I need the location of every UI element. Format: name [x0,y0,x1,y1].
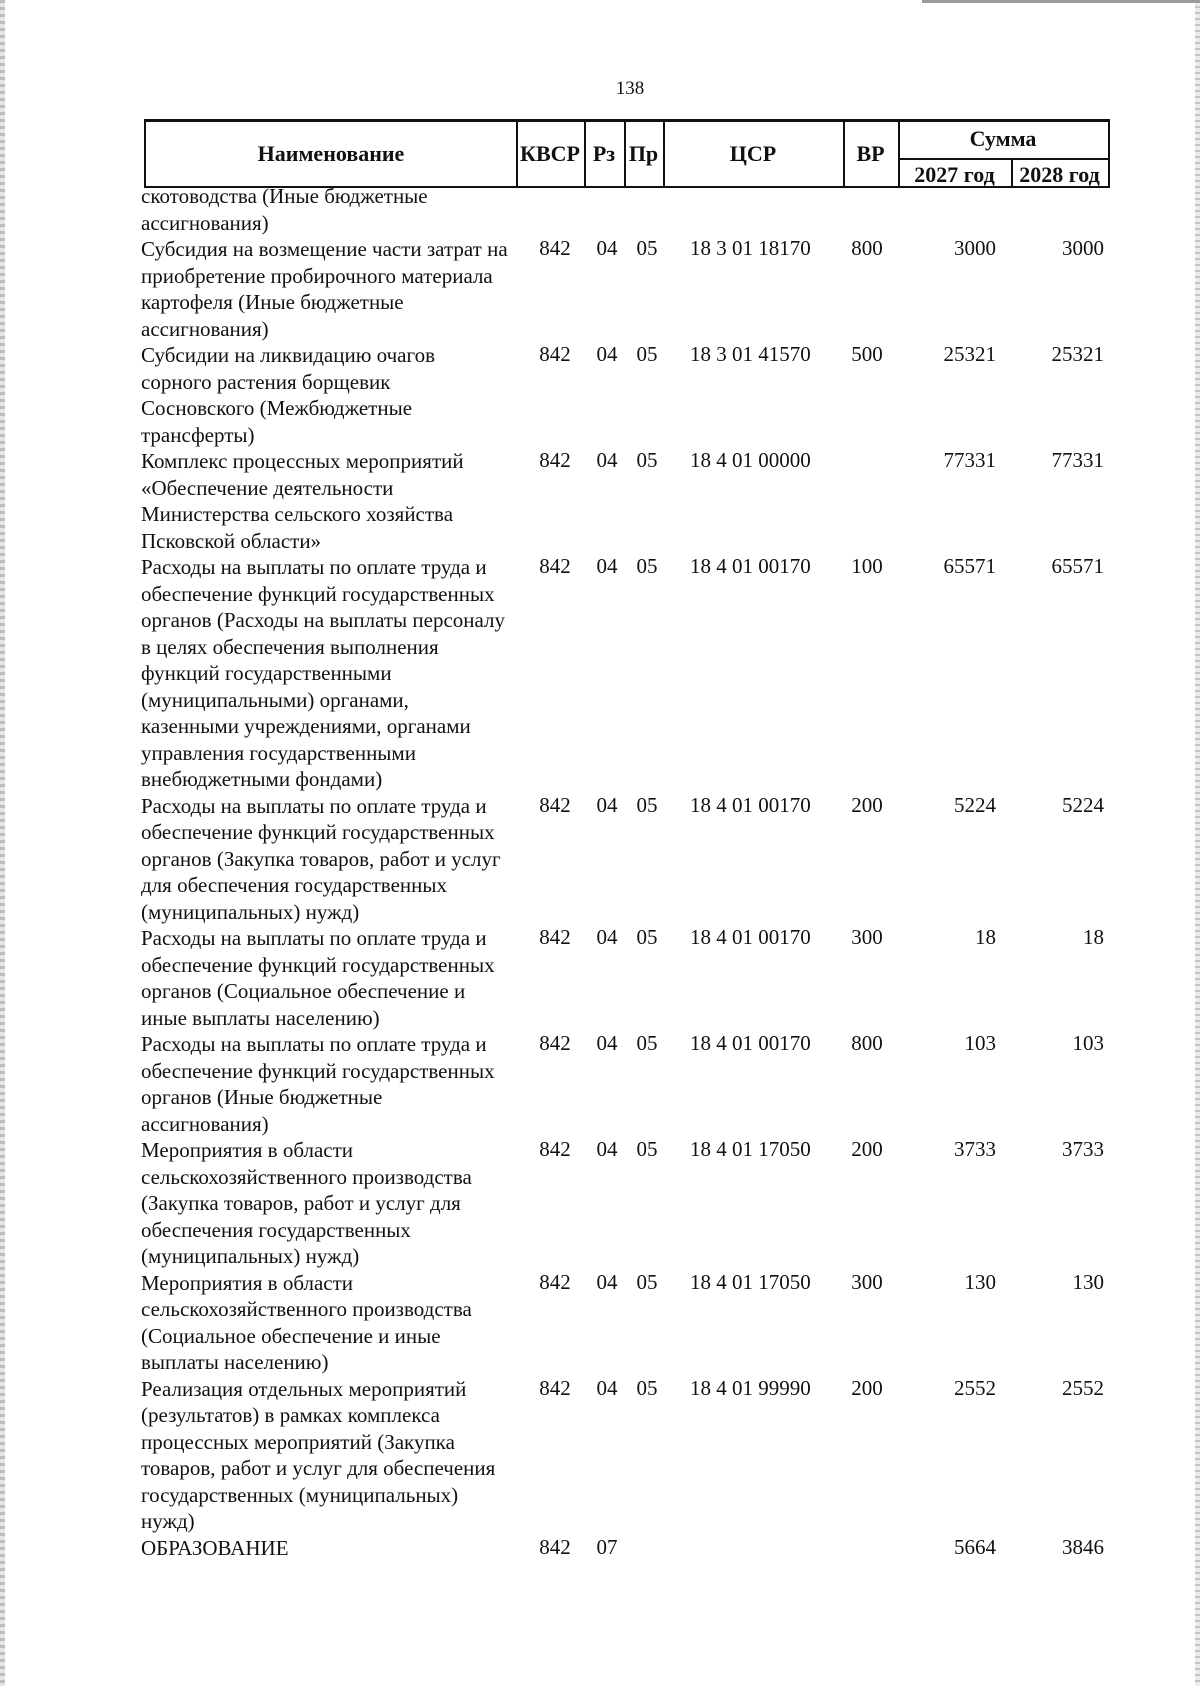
row-kvsr: 842 [539,1031,571,1055]
table-row [0,183,1200,236]
row-csr: 18 3 01 41570 [690,342,811,366]
row-sum-2027: 18 [975,925,996,949]
row-pr: 05 [636,1269,658,1294]
row-vr: 800 [851,1031,883,1055]
header-pr: Пр [628,141,659,166]
table-row [0,342,1200,448]
row-csr: 18 4 01 00000 [690,448,811,472]
row-kvsr: 842 [539,554,571,578]
row-vr: 500 [851,342,883,366]
table-header [144,119,1110,188]
row-sum-2028: 5224 [1062,792,1104,817]
row-kvsr: 842 [539,1137,571,1161]
row-rz: 04 [596,1137,618,1161]
row-sum-2028: 18 [1083,925,1104,949]
row-csr: 18 4 01 00170 [690,925,811,949]
row-csr: 18 4 01 17050 [690,1269,811,1294]
row-sum-2028: 130 [1072,1269,1104,1294]
row-rz: 04 [596,792,618,817]
row-name: скотоводства (Иные бюджетные ассигнования) [141,184,428,235]
row-sum-2027: 5664 [954,1534,996,1559]
row-csr: 18 3 01 18170 [690,236,811,260]
table-row [0,925,1200,1031]
row-rz: 04 [596,1375,618,1400]
table-row [0,793,1200,926]
header-kvsr: КВСР [520,141,580,166]
row-name: Расходы на выплаты по оплате труда и обеспечение функций государственных органов (Расходы на выплаты персоналу в целях обеспечения выполнения функций государственными (муниципальными) органами, казенными учреждениями, органами управления государственными внебюджетными фондами) [141,555,505,791]
row-kvsr: 842 [539,792,571,817]
row-sum-2027: 25321 [943,342,996,366]
row-kvsr: 842 [539,925,571,949]
row-rz: 04 [596,925,618,949]
row-csr: 18 4 01 99990 [690,1375,811,1400]
row-sum-2028: 3733 [1062,1137,1104,1161]
row-sum-2028: 25321 [1051,342,1104,366]
row-sum-2027: 2552 [954,1375,996,1400]
table-row [0,1031,1200,1137]
row-pr: 05 [636,1375,658,1400]
row-sum-2027: 65571 [943,554,996,578]
row-rz: 04 [596,448,618,472]
row-sum-2027: 103 [964,1031,996,1055]
row-name: Расходы на выплаты по оплате труда и обеспечение функций государственных органов (Закупка товаров, работ и услуг для обеспечения государственных (муниципальных) нужд) [141,793,501,924]
row-vr: 800 [851,236,883,260]
row-name: Мероприятия в области сельскохозяйственного производства (Закупка товаров, работ и услуг для обеспечения государственных (муниципальных) нужд) [141,1138,472,1268]
row-name: ОБРАЗОВАНИЕ [141,1535,289,1560]
row-pr: 05 [636,448,658,472]
header-name: Наименование [257,141,405,166]
header-csr: ЦСР [729,141,777,166]
row-sum-2027: 130 [964,1269,996,1294]
row-sum-2027: 5224 [954,792,996,817]
row-sum-2028: 65571 [1051,554,1104,578]
header-vr: ВР [856,141,885,166]
row-csr: 18 4 01 17050 [690,1137,811,1161]
row-rz: 04 [596,342,618,366]
row-name: Реализация отдельных мероприятий (результатов) в рамках комплекса процессных мероприятий (Закупка товаров, работ и услуг для обеспечения государственных (муниципальных) нужд) [141,1376,496,1533]
row-vr: 200 [851,1375,883,1400]
row-name: Расходы на выплаты по оплате труда и обеспечение функций государственных органов (Иные бюджетные ассигнования) [141,1032,495,1136]
row-sum-2027: 77331 [943,448,996,472]
header-year-2027: 2027 год [914,162,995,187]
row-pr: 05 [636,792,658,817]
row-sum-2028: 103 [1072,1031,1104,1055]
header-rz: Рз [592,141,616,166]
row-kvsr: 842 [539,448,571,472]
header-sum-divider [898,158,1108,160]
row-sum-2028: 77331 [1051,448,1104,472]
row-kvsr: 842 [539,236,571,260]
table-row [0,1535,1200,1562]
row-kvsr: 842 [539,1534,571,1559]
row-name: Расходы на выплаты по оплате труда и обеспечение функций государственных органов (Социальное обеспечение и иные выплаты населению) [141,926,495,1030]
row-vr: 200 [851,792,883,817]
row-sum-2028: 3000 [1062,236,1104,260]
header-sum: Сумма [969,126,1037,151]
row-rz: 04 [596,1031,618,1055]
table-row [0,448,1200,554]
row-pr: 05 [636,342,658,366]
row-rz: 07 [596,1534,618,1559]
row-kvsr: 842 [539,1375,571,1400]
row-rz: 04 [596,1269,618,1294]
row-kvsr: 842 [539,1269,571,1294]
row-pr: 05 [636,925,658,949]
row-name: Субсидия на возмещение части затрат на приобретение пробирочного материала картофеля (Иные бюджетные ассигнования) [141,237,508,341]
row-vr: 100 [851,554,883,578]
row-rz: 04 [596,554,618,578]
row-vr: 300 [851,925,883,949]
header-year-2028: 2028 год [1019,162,1100,187]
row-sum-2027: 3000 [954,236,996,260]
row-name: Мероприятия в области сельскохозяйственного производства (Социальное обеспечение и иные выплаты населению) [141,1270,472,1374]
row-csr: 18 4 01 00170 [690,554,811,578]
row-csr: 18 4 01 00170 [690,792,811,817]
table-body [0,183,1200,1561]
row-sum-2028: 2552 [1062,1375,1104,1400]
page-number: 138 [615,78,645,99]
table-row [0,1376,1200,1535]
table-row [0,1137,1200,1270]
row-name: Субсидии на ликвидацию очагов сорного растения борщевик Сосновского (Межбюджетные трансферты) [141,343,436,447]
scan-edge-top [922,0,1200,3]
row-pr: 05 [636,236,658,260]
row-kvsr: 842 [539,342,571,366]
row-pr: 05 [636,1031,658,1055]
row-rz: 04 [596,236,618,260]
row-sum-2027: 3733 [954,1137,996,1161]
table-row [0,554,1200,793]
row-sum-2028: 3846 [1062,1534,1104,1559]
table-row [0,1270,1200,1376]
row-csr: 18 4 01 00170 [690,1031,811,1055]
row-name: Комплекс процессных мероприятий «Обеспечение деятельности Министерства сельского хозяйства Псковской области» [141,449,464,553]
row-vr: 300 [851,1269,883,1294]
row-vr: 200 [851,1137,883,1161]
table-row [0,236,1200,342]
row-pr: 05 [636,554,658,578]
row-pr: 05 [636,1137,658,1161]
